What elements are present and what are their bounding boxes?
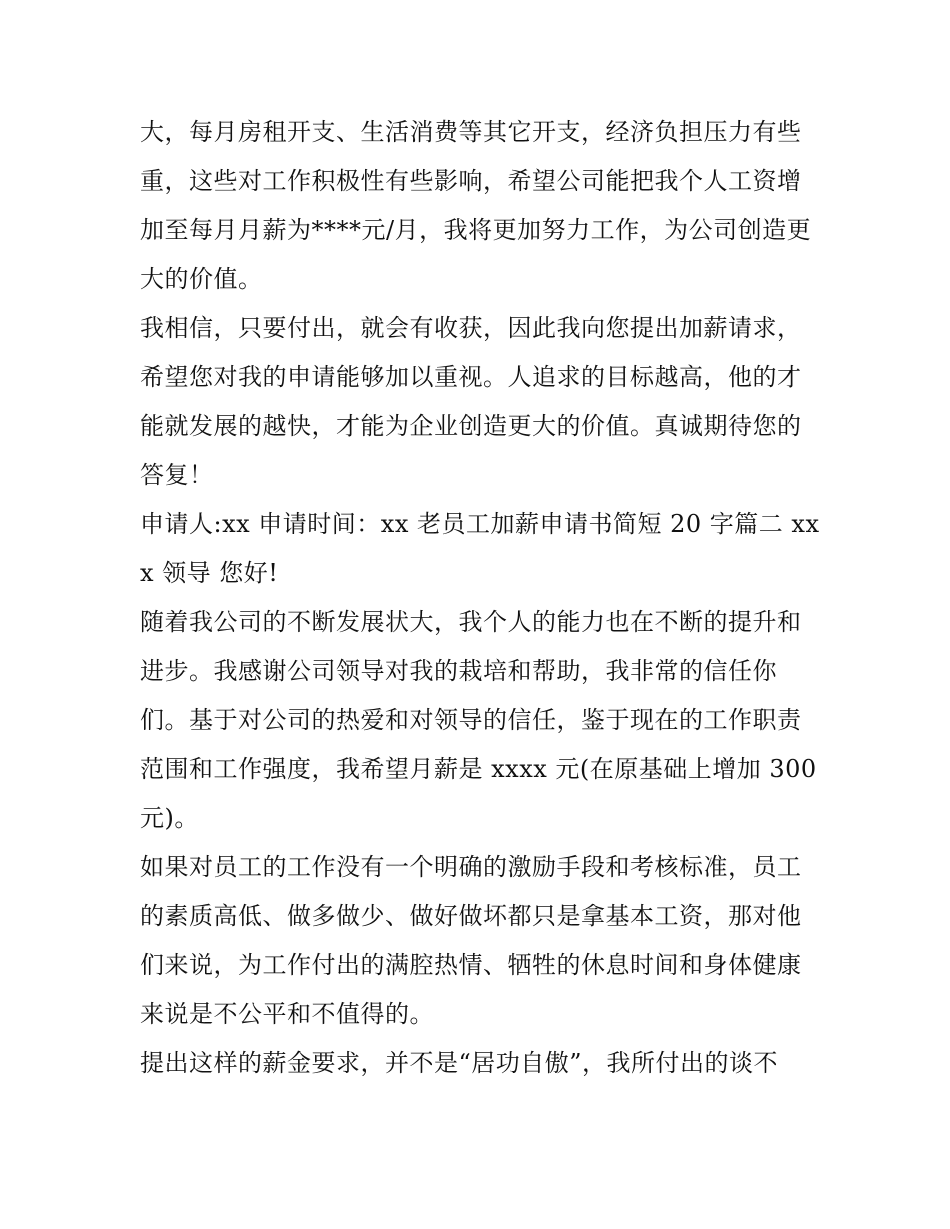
paragraph-raise-request: 我相信，只要付出，就会有收获，因此我向您提出加薪请求，希望您对我的申请能够加以重视。人追求的目标越高，他的才能就发展的越快，才能为企业创造更大的价值。真诚期待您的答复！ [140, 314, 802, 489]
document-body [140, 108, 820, 1088]
paragraph-salary-justification: 提出这样的薪金要求，并不是“居功自傲”，我所付出的谈不 [140, 1049, 779, 1077]
paragraph-incentive-standards: 如果对员工的工作没有一个明确的激励手段和考核标准，员工的素质高低、做多做少、做好做坏都只是拿基本工资，那对他们来说，为工作付出的满腔热情、牺牲的休息时间和身体健康来说是不公平和不值得的。 [140, 853, 802, 1028]
paragraph-rent-expenses: 大，每月房租开支、生活消费等其它开支，经济负担压力有些重，这些对工作积极性有些影响，希望公司能把我个人工资增加至每月月薪为****元/月，我将更加努力工作，为公司创造更大的价值。 [140, 118, 812, 293]
paragraph-applicant-line: 申请人:xx 申请时间：xx 老员工加薪申请书简短 20 字篇二 xxx 领导 您好! [140, 510, 820, 587]
paragraph-company-growth: 随着我公司的不断发展状大，我个人的能力也在不断的提升和进步。我感谢公司领导对我的栽培和帮助，我非常的信任你们。基于对公司的热爱和对领导的信任，鉴于现在的工作职责范围和工作强度，我希望月薪是 xxxx 元(在原基础上增加 300 元)。 [140, 608, 817, 832]
